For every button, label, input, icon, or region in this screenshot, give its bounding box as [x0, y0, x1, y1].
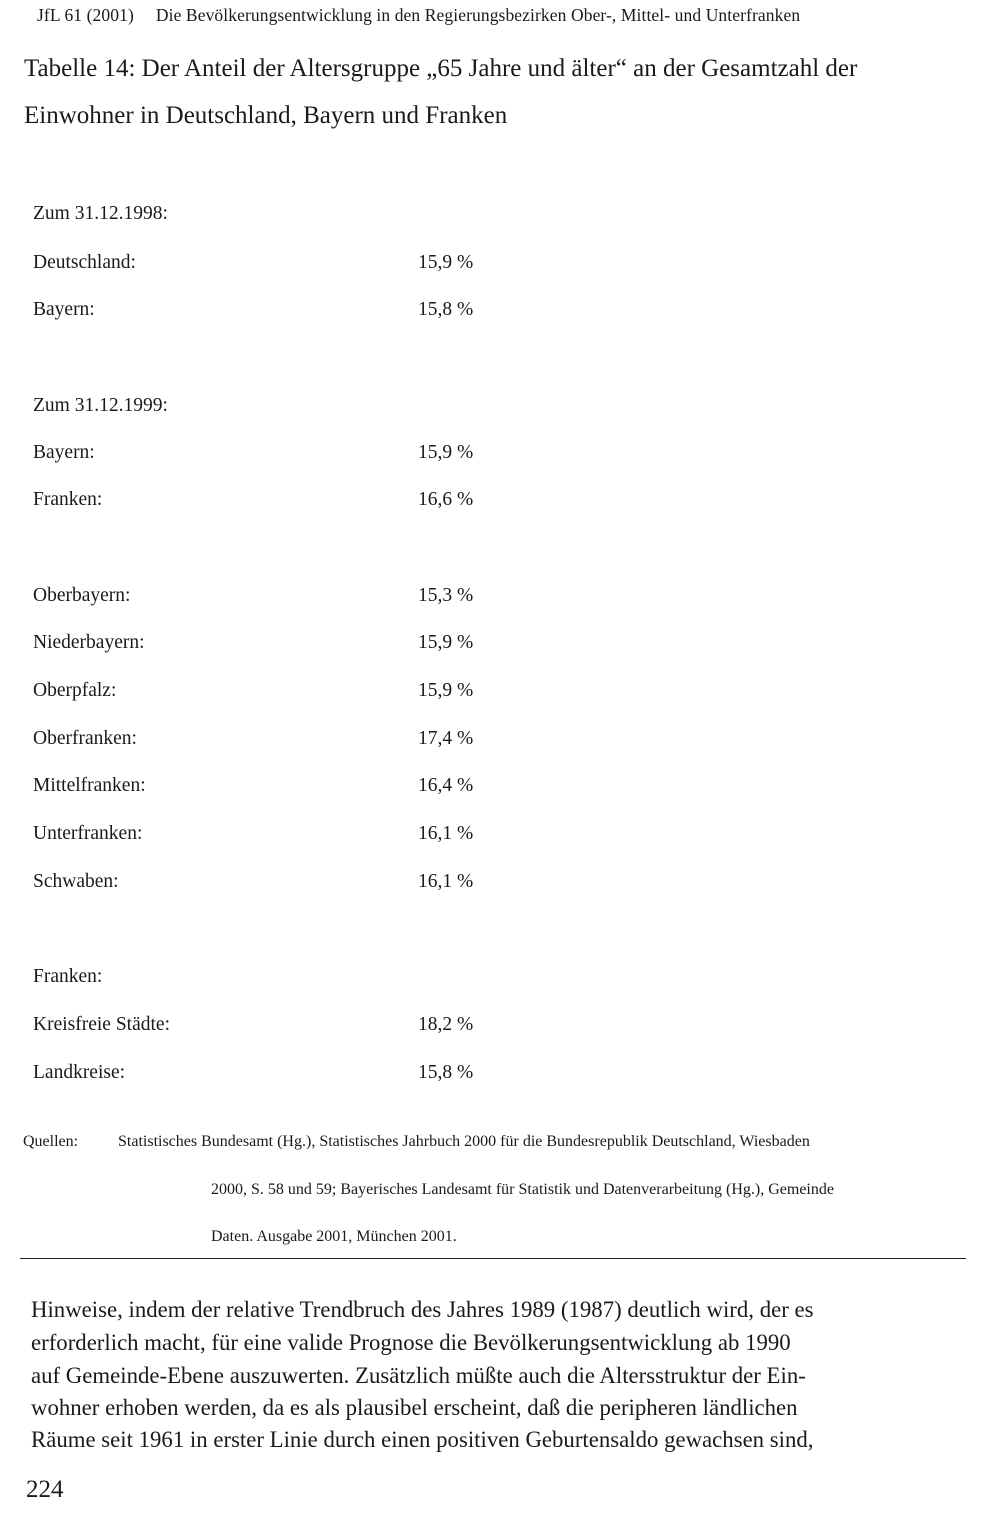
body-text-line-4: wohner erhoben werden, da es als plausibel erscheint, daß die peripheren ländlichen [31, 1395, 798, 1420]
body-text-line-2: erforderlich macht, für eine valide Prognose die Bevölkerungsentwicklung ab 1990 [31, 1330, 791, 1355]
row-value-bayern-1999: 15,9 % [418, 442, 474, 463]
row-label-unterfranken: Unterfranken: [33, 823, 143, 844]
row-label-deutschland: Deutschland: [33, 252, 136, 273]
row-label-bayern-1999: Bayern: [33, 442, 95, 463]
sources-label: Quellen: [23, 1133, 79, 1150]
row-label-franken-group: Franken: [33, 966, 103, 987]
body-text-line-1: Hinweise, indem der relative Trendbruch des Jahres 1989 (1987) deutlich wird, der es [31, 1297, 814, 1322]
row-value-oberpfalz: 15,9 % [418, 680, 474, 701]
row-label-oberfranken: Oberfranken: [33, 728, 137, 749]
row-value-oberfranken: 17,4 % [418, 728, 474, 749]
body-text-line-3: auf Gemeinde-Ebene auszuwerten. Zusätzlich müßte auch die Altersstruktur der Ein- [31, 1363, 806, 1388]
running-title: Die Bevölkerungsentwicklung in den Regierungsbezirken Ober-, Mittel- und Unterfranken [155, 5, 801, 25]
row-label-oberbayern: Oberbayern: [33, 585, 131, 606]
row-value-mittelfranken: 16,4 % [418, 775, 474, 796]
row-label-oberpfalz: Oberpfalz: [33, 680, 117, 701]
row-value-bayern-1998: 15,8 % [418, 299, 474, 320]
row-label-date-1999: Zum 31.12.1999: [33, 395, 168, 416]
row-value-franken: 16,6 % [418, 489, 474, 510]
row-label-schwaben: Schwaben: [33, 871, 119, 892]
row-label-date-1998: Zum 31.12.1998: [33, 203, 168, 224]
body-text-line-5: Räume seit 1961 in erster Linie durch einen positiven Geburtensaldo gewachsen sind, [31, 1427, 814, 1452]
row-label-franken: Franken: [33, 489, 103, 510]
row-label-landkreise: Landkreise: [33, 1062, 126, 1083]
journal-reference: JfL 61 (2001) [37, 5, 134, 25]
row-value-deutschland: 15,9 % [418, 252, 474, 273]
running-header [37, 5, 800, 26]
table-title-line-2: Einwohner in Deutschland, Bayern und Franken [24, 102, 508, 129]
row-label-bayern-1998: Bayern: [33, 299, 95, 320]
page-number: 224 [26, 1476, 64, 1503]
row-value-unterfranken: 16,1 % [418, 823, 474, 844]
table-title-line-1: Tabelle 14: Der Anteil der Altersgruppe „65 Jahre und älter“ an der Gesamtzahl der [24, 55, 858, 82]
row-value-oberbayern: 15,3 % [418, 585, 474, 606]
row-value-kreisfreie-staedte: 18,2 % [418, 1014, 474, 1035]
row-value-schwaben: 16,1 % [418, 871, 474, 892]
sources-line-2: 2000, S. 58 und 59; Bayerisches Landesamt für Statistik und Datenverarbeitung (Hg.), Gemeinde [211, 1181, 834, 1198]
sources-line-3: Daten. Ausgabe 2001, München 2001. [211, 1228, 457, 1245]
row-label-kreisfreie-staedte: Kreisfreie Städte: [33, 1014, 170, 1035]
row-value-landkreise: 15,8 % [418, 1062, 474, 1083]
row-label-niederbayern: Niederbayern: [33, 632, 145, 653]
table-bottom-rule [20, 1258, 966, 1259]
row-label-mittelfranken: Mittelfranken: [33, 775, 146, 796]
sources-line-1: Statistisches Bundesamt (Hg.), Statistisches Jahrbuch 2000 für die Bundesrepublik Deutschland, Wiesbaden [118, 1133, 810, 1150]
row-value-niederbayern: 15,9 % [418, 632, 474, 653]
